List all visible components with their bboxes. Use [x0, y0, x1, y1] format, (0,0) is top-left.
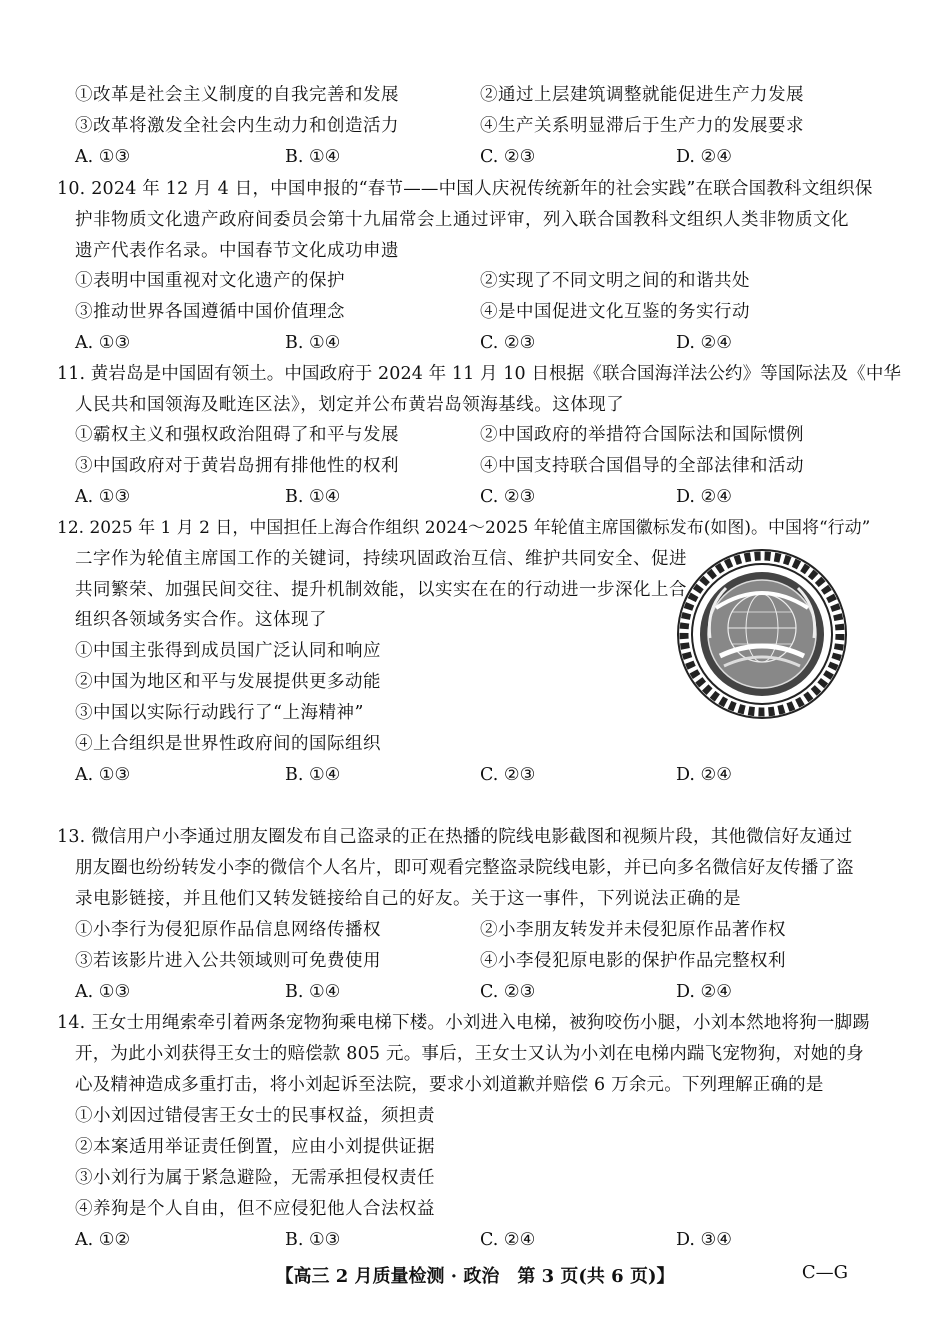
- q11-option-c: C. ②③: [480, 487, 536, 507]
- q14-option-d: D. ③④: [676, 1230, 732, 1250]
- q12-option-d: D. ②④: [676, 765, 732, 785]
- q12-stem-line-1: 12. 2025 年 1 月 2 日，中国担任上海合作组织 2024～2025 年轮值主席国徽标发布(如图)。中国将“行动”: [57, 518, 871, 538]
- q10-option-c: C. ②③: [480, 333, 536, 353]
- q11-item-3: ③中国政府对于黄岩岛拥有排他性的权利: [75, 456, 399, 476]
- q11-option-a: A. ①③: [75, 487, 131, 507]
- q11-item-4: ④中国支持联合国倡导的全部法律和活动: [480, 456, 804, 476]
- q9-item-3: ③改革将激发全社会内生动力和创造活力: [75, 116, 399, 136]
- q14-item-2: ②本案适用举证责任倒置，应由小刘提供证据: [75, 1137, 435, 1157]
- footer-code: C—G: [801, 1262, 848, 1283]
- q10-stem-line-3: 遗产代表作名录。中国春节文化成功申遗: [75, 241, 399, 261]
- q9-option-b: B. ①④: [285, 147, 341, 167]
- q13-item-3: ③若该影片进入公共领域则可免费使用: [75, 951, 381, 971]
- q13-stem-line-2: 朋友圈也纷纷转发小李的微信个人名片，即可观看完整盗录院线电影，并已向多名微信好友传播了盗: [75, 858, 854, 878]
- q10-item-2: ②实现了不同文明之间的和谐共处: [480, 271, 750, 291]
- q13-item-2: ②小李朋友转发并未侵犯原作品著作权: [480, 920, 786, 940]
- q13-option-b: B. ①④: [285, 982, 341, 1002]
- q14-stem-line-1: 14. 王女士用绳索牵引着两条宠物狗乘电梯下楼。小刘进入电梯，被狗咬伤小腿，小刘本然地将狗一脚踢: [57, 1013, 870, 1033]
- q10-option-a: A. ①③: [75, 333, 131, 353]
- q10-item-3: ③推动世界各国遵循中国价值理念: [75, 302, 345, 322]
- q9-item-4: ④生产关系明显滞后于生产力的发展要求: [480, 116, 804, 136]
- q11-item-1: ①霸权主义和强权政治阻碍了和平与发展: [75, 425, 399, 445]
- q14-stem-line-3: 心及精神造成多重打击，将小刘起诉至法院，要求小刘道歉并赔偿 6 万余元。下列理解正确的是: [75, 1075, 824, 1095]
- sco-emblem-image: [676, 548, 848, 720]
- q12-option-b: B. ①④: [285, 765, 341, 785]
- q13-option-d: D. ②④: [676, 982, 732, 1002]
- q10-stem-line-1: 10. 2024 年 12 月 4 日，中国申报的“春节——中国人庆祝传统新年的社会实践”在联合国教科文组织保: [57, 179, 873, 199]
- q13-item-4: ④小李侵犯原电影的保护作品完整权利: [480, 951, 786, 971]
- q12-stem-line-3: 共同繁荣、加强民间交往、提升机制效能，以实实在在的行动进一步深化上合: [75, 580, 687, 600]
- q13-stem-line-1: 13. 微信用户小李通过朋友圈发布自己盗录的正在热播的院线电影截图和视频片段，其他微信好友通过: [57, 827, 853, 847]
- q9-option-a: A. ①③: [75, 147, 131, 167]
- q12-option-c: C. ②③: [480, 765, 536, 785]
- q10-stem-line-2: 护非物质文化遗产政府间委员会第十九届常会上通过评审，列入联合国教科文组织人类非物质文化: [75, 210, 849, 230]
- q10-item-1: ①表明中国重视对文化遗产的保护: [75, 271, 345, 291]
- q12-item-1: ①中国主张得到成员国广泛认同和响应: [75, 641, 381, 661]
- q12-item-2: ②中国为地区和平与发展提供更多动能: [75, 672, 381, 692]
- q14-stem-line-2: 开，为此小刘获得王女士的赔偿款 805 元。事后，王女士又认为小刘在电梯内踹飞宠物狗，对她的身: [75, 1044, 864, 1064]
- q13-item-1: ①小李行为侵犯原作品信息网络传播权: [75, 920, 381, 940]
- q12-stem-line-4: 组织各领域务实合作。这体现了: [75, 610, 327, 630]
- q10-item-4: ④是中国促进文化互鉴的务实行动: [480, 302, 750, 322]
- q14-item-4: ④养狗是个人自由，但不应侵犯他人合法权益: [75, 1199, 435, 1219]
- q11-item-2: ②中国政府的举措符合国际法和国际惯例: [480, 425, 804, 445]
- q9-item-1: ①改革是社会主义制度的自我完善和发展: [75, 85, 399, 105]
- q11-option-d: D. ②④: [676, 487, 732, 507]
- q12-stem-line-2: 二字作为轮值主席国工作的关键词，持续巩固政治互信、维护共同安全、促进: [75, 549, 687, 569]
- q14-option-b: B. ①③: [285, 1230, 341, 1250]
- q9-option-c: C. ②③: [480, 147, 536, 167]
- q11-option-b: B. ①④: [285, 487, 341, 507]
- q11-stem-line-1: 11. 黄岩岛是中国固有领土。中国政府于 2024 年 11 月 10 日根据《联合国海洋法公约》等国际法及《中华: [57, 364, 902, 384]
- q12-option-a: A. ①③: [75, 765, 131, 785]
- q14-item-1: ①小刘因过错侵害王女士的民事权益，须担责: [75, 1106, 435, 1126]
- q13-option-a: A. ①③: [75, 982, 131, 1002]
- q14-option-a: A. ①②: [75, 1230, 131, 1250]
- q10-option-d: D. ②④: [676, 333, 732, 353]
- q10-option-b: B. ①④: [285, 333, 341, 353]
- q12-item-4: ④上合组织是世界性政府间的国际组织: [75, 734, 381, 754]
- q9-item-2: ②通过上层建筑调整就能促进生产力发展: [480, 85, 804, 105]
- q14-item-3: ③小刘行为属于紧急避险，无需承担侵权责任: [75, 1168, 435, 1188]
- q14-option-c: C. ②④: [480, 1230, 536, 1250]
- q11-stem-line-2: 人民共和国领海及毗连区法》，划定并公布黄岩岛领海基线。这体现了: [75, 395, 625, 415]
- q13-option-c: C. ②③: [480, 982, 536, 1002]
- q13-stem-line-3: 录电影链接，并且他们又转发链接给自己的好友。关于这一事件，下列说法正确的是: [75, 889, 741, 909]
- q12-item-3: ③中国以实际行动践行了“上海精神”: [75, 703, 364, 723]
- q9-option-d: D. ②④: [676, 147, 732, 167]
- footer-title: 【高三 2 月质量检测 · 政治 第 3 页(共 6 页)】: [275, 1266, 675, 1287]
